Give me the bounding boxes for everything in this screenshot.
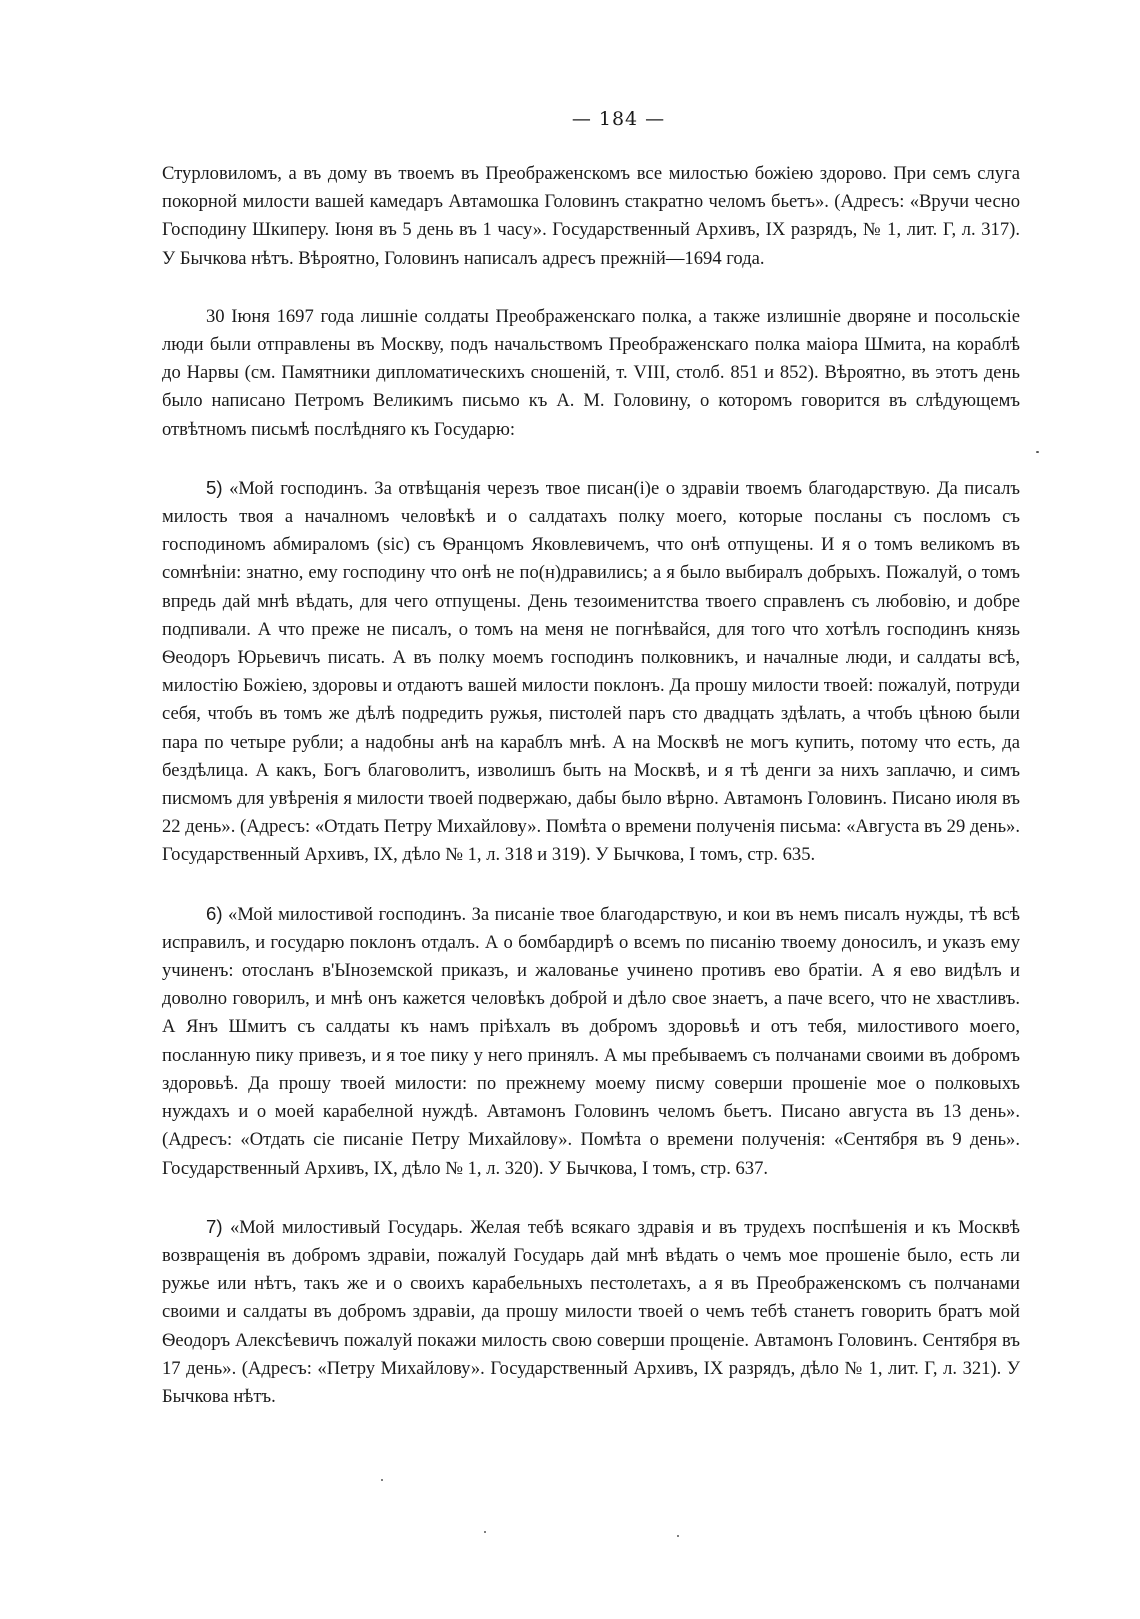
scan-speck xyxy=(677,1535,679,1537)
letter-text: «Мой милостивый Государь. Желая тебѣ всякаго здравiя и въ трудехъ поспѣшенiя и къ Москвѣ возвращенiя въ добромъ здравiи, пожалуй Государь дай мнѣ вѣдать о чемъ мое прошенiе было, есть ли ружье или нѣтъ, такъ же и о своихъ карабельныхъ пестолетахъ, а я въ Преображенскомъ съ полчанами своими и салдаты въ добромъ здравiи, да прошу милости твоей о чемъ тебѣ станетъ говорить братъ мой Ѳеодоръ Алексѣевичъ пожалуй покажи милость свою соверши прощенiе. Автамонъ Головинъ. Сентября въ 17 день». (Адресъ: «Петру Михайлову». Государственный Архивъ, IX разрядъ, дѣло № 1, лит. Г, л. 321). У Бычкова нѣтъ. xyxy=(162,1216,1020,1407)
letter-5 xyxy=(162,474,1020,870)
paragraph-gap xyxy=(162,870,1020,900)
letter-number: 5) xyxy=(206,476,223,498)
paragraph-gap xyxy=(162,273,1020,303)
document-page xyxy=(162,108,1020,1411)
scan-speck xyxy=(484,1531,486,1533)
paragraph-gap xyxy=(162,1183,1020,1213)
letter-text: «Мой господинъ. За отвѣщанiя черезъ твое писан(i)е о здравiи твоемъ благодарствую. Да писалъ милость твоя а началномъ человѣкѣ и о салдатахъ полку моего, которые посланы съ посломъ съ господиномъ абмираломъ (sic) съ Ѳранцомъ Яковлевичемъ, что онѣ отпущены. И я о томъ великомъ въ сомнѣнiи: знатно, ему господину что онѣ не по(н)дравились; а я было выбиралъ добрыхъ. Пожалуй, о томъ впредь дай мнѣ вѣдать, для чего отпущены. День тезоименитства твоего справленъ съ любовiю, и добре подпивали. А что преже не писалъ, о томъ на меня не погнѣвайся, для того что хотѣлъ господинъ князь Ѳеодоръ Юрьевичъ писать. А въ полку моемъ господинъ полковникъ, и началные люди, и салдаты всѣ, милостiю Божiею, здоровы и отдаютъ вашей милости поклонъ. Да прошу милости твоей: пожалуй, потруди себя, чтобъ въ томъ же дѣлѣ подредить ружья, пистолей паръ сто двадцать здѣлать, а чтобъ цѣною были пара по четыре рубли; а надобны анѣ на караблъ мнѣ. А на Москвѣ не могъ купить, потому что есть, да бездѣлица. А какъ, Богъ благоволитъ, изволишъ быть на Москвѣ, и я тѣ денги за нихъ заплачю, и симъ писмомъ для увѣренiя я милости твоей подвержаю, дабы было вѣрно. Автамонъ Головинъ. Писано июля въ 22 день». (Адресъ: «Отдать Петру Михайлову». Помѣта о времени полученiя письма: «Августа въ 29 день». Государственный Архивъ, IX, дѣло № 1, л. 318 и 319). У Бычкова, I томъ, стр. 635. xyxy=(162,477,1020,866)
page-number: — 184 — xyxy=(571,108,666,130)
paragraph-gap xyxy=(162,444,1020,474)
letter-text: «Мой милостивой господинъ. За писанiе твое благодарствую, и кои въ немъ писалъ нужды, тѣ всѣ исправилъ, и государю поклонъ отдалъ. А о бомбардирѣ о всемъ по писанiю твоему доносилъ, и указъ ему учиненъ: отосланъ в'Ыноземской приказъ, и жалованье учинено противъ ево братiи. А я ево видѣлъ и доволно говорилъ, и мнѣ онъ кажется человѣкъ доброй и дѣло свое знаетъ, а паче всего, что не хвастливъ. А Янъ Шмитъ съ салдаты къ намъ прiѣхалъ въ добромъ здоровьѣ и отъ тебя, милостивого моего, посланную пику привезъ, и я тое пику у него принялъ. А мы пребываемъ съ полчанами своими въ добромъ здоровьѣ. Да прошу твоей милости: по прежнему моему писму соверши прошенiе мое о полковыхъ нуждахъ и о моей карабелной нуждѣ. Автамонъ Головинъ челомъ бьетъ. Писано августа въ 13 день». (Адресъ: «Отдать сiе писанiе Петру Михайлову». Помѣта о времени полученiя: «Сентября въ 9 день». Государственный Архивъ, IX, дѣло № 1, л. 320). У Бычкова, I томъ, стр. 637. xyxy=(162,903,1020,1179)
paragraph-continuation: Стурловиломъ, а въ дому въ твоемъ въ Преображенскомъ все милостью божiею здорово. При семъ слуга покорной милости вашей камедаръ Автамошка Головинъ стакратно челомъ бьетъ». (Адресъ: «Вручи чесно Господину Шкиперу. Iюня въ 5 день въ 1 часу». Государственный Архивъ, IX разрядъ, № 1, лит. Г, л. 317). У Бычкова нѣтъ. Вѣроятно, Головинъ написалъ адресъ прежнiй—1694 года. xyxy=(162,163,1020,269)
scan-speck xyxy=(1036,451,1039,453)
letter-6 xyxy=(162,900,1020,1183)
letter-number: 7) xyxy=(206,1215,223,1237)
scan-speck xyxy=(381,1479,383,1481)
letter-7 xyxy=(162,1213,1020,1411)
paragraph-context: 30 Iюня 1697 года лишнiе солдаты Преображенскаго полка, а также излишнiе дворяне и посольскiе люди были отправлены въ Москву, подъ начальствомъ Преображенскаго полка маiора Шмита, на кораблѣ до Нарвы (см. Памятники дипломатическихъ сношенiй, т. VIII, столб. 851 и 852). Вѣроятно, въ этотъ день было написано Петромъ Великимъ письмо къ А. М. Головину, о которомъ говорится въ слѣдующемъ отвѣтномъ письмѣ послѣдняго къ Государю: xyxy=(162,305,1020,440)
letter-number: 6) xyxy=(206,902,223,924)
